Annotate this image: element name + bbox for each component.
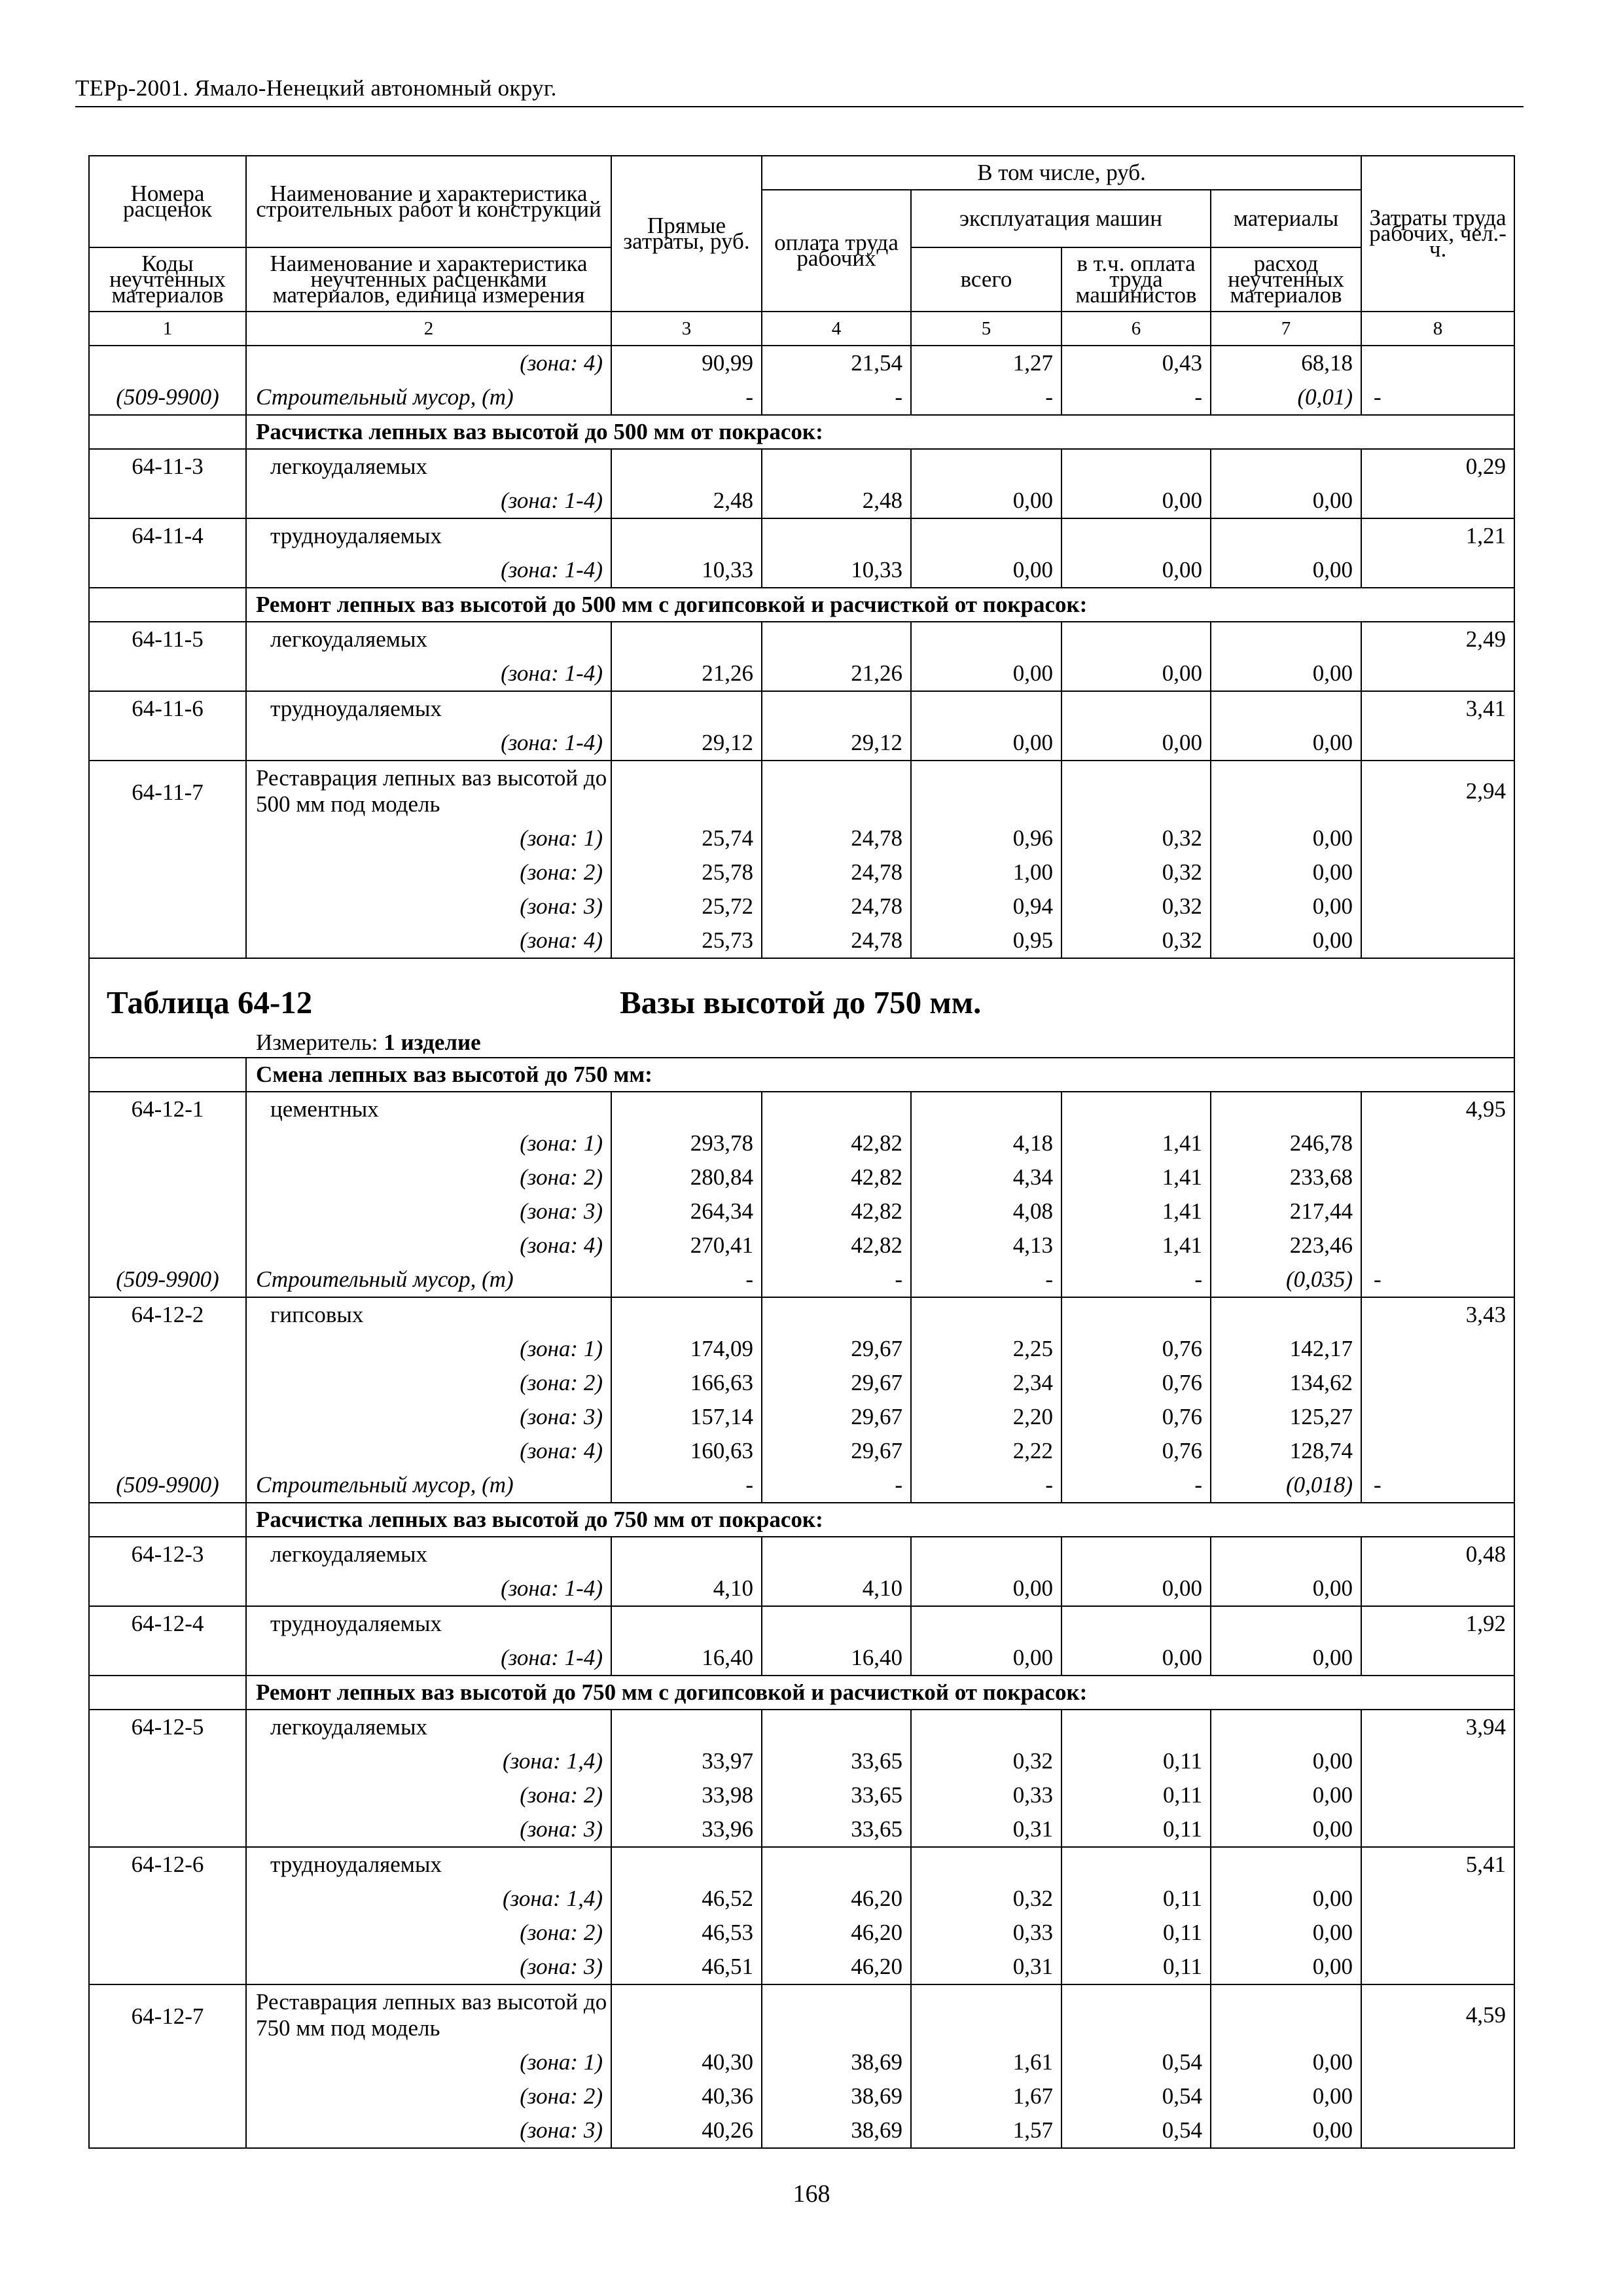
rate-name: легкоудаляемых — [270, 626, 427, 652]
value-machines: 0,95 — [1012, 927, 1053, 953]
value-labor-cost: - — [1374, 384, 1382, 410]
material-code: (509-9900) — [116, 1266, 219, 1292]
rate-code: 64-12-5 — [131, 1714, 204, 1740]
zone-label: (зона: 1-4) — [501, 1575, 603, 1601]
value-direct: 160,63 — [690, 1438, 753, 1463]
value-labor-cost: 1,21 — [1465, 523, 1507, 548]
value-machines: 0,96 — [1012, 825, 1053, 851]
value-machinist-pay: 0,00 — [1162, 660, 1202, 686]
value-labor-pay: 42,82 — [851, 1130, 902, 1156]
running-header: ТЕРр-2001. Ямало-Ненецкий автономный округ. — [75, 73, 1524, 107]
value-labor-pay: 46,20 — [851, 1954, 902, 1979]
value-labor-pay: 29,12 — [851, 730, 902, 755]
col-header-codes-materials: Коды неучтенных материалов — [89, 247, 246, 312]
value-direct: - — [745, 1472, 753, 1498]
value-machines: 2,20 — [1012, 1404, 1053, 1429]
table-cell — [90, 346, 245, 380]
table-label: Таблица 64-12 — [107, 984, 313, 1020]
value-materials: 233,68 — [1289, 1164, 1353, 1190]
material-code: (509-9900) — [116, 1472, 219, 1498]
table-row — [89, 1710, 1514, 1847]
value-materials: 0,00 — [1312, 2083, 1353, 2109]
value-machines: 0,33 — [1012, 1920, 1053, 1945]
value-labor-pay: 46,20 — [851, 1886, 902, 1911]
value-labor-pay: 38,69 — [851, 2049, 902, 2075]
value-machines: - — [1045, 1266, 1053, 1292]
value-machines: - — [1045, 1472, 1053, 1498]
value-labor-pay: 16,40 — [851, 1645, 902, 1670]
value-labor-pay: - — [895, 1472, 902, 1498]
value-machinist-pay: 0,32 — [1162, 893, 1202, 919]
value-machinist-pay: 0,00 — [1162, 730, 1202, 755]
value-labor-cost: 3,43 — [1465, 1302, 1507, 1327]
value-materials: 0,00 — [1312, 1782, 1353, 1808]
value-labor-pay: 10,33 — [851, 557, 902, 583]
rate-name: гипсовых — [270, 1302, 364, 1327]
value-machines: 1,57 — [1012, 2117, 1053, 2143]
value-direct: 2,48 — [713, 488, 753, 513]
value-direct: - — [745, 384, 753, 410]
table-row — [89, 761, 1514, 958]
zone-label: (зона: 2) — [520, 1920, 603, 1945]
value-direct: 174,09 — [690, 1336, 753, 1361]
value-materials: 217,44 — [1289, 1198, 1353, 1224]
value-machinist-pay: 1,41 — [1162, 1198, 1202, 1224]
value-direct: - — [745, 1266, 753, 1292]
rate-code: 64-11-5 — [132, 626, 204, 652]
zone-label: (зона: 1-4) — [501, 488, 603, 513]
value-labor-pay: 24,78 — [851, 927, 902, 953]
value-direct: 270,41 — [690, 1232, 753, 1258]
rate-name: цементных — [270, 1096, 379, 1122]
value-labor-pay: 42,82 — [851, 1198, 902, 1224]
material-name: Строительный мусор, (т) — [256, 1266, 514, 1292]
unit-line: Измеритель: 1 изделие — [256, 1030, 481, 1055]
value-materials: 0,00 — [1312, 730, 1353, 755]
value-labor-pay: 29,67 — [851, 1336, 902, 1361]
value-materials: 0,00 — [1312, 1954, 1353, 1979]
rate-code: 64-12-3 — [131, 1541, 204, 1567]
value-machines: 4,34 — [1012, 1164, 1053, 1190]
zone-label: (зона: 1) — [520, 2049, 603, 2075]
col-header-materials-sub: расход неучтенных материалов — [1211, 247, 1361, 312]
value-labor-cost: 0,48 — [1465, 1541, 1507, 1567]
rate-name: трудноудаляемых — [270, 696, 442, 721]
value-labor-cost: 2,49 — [1465, 626, 1507, 652]
value-direct: 16,40 — [702, 1645, 753, 1670]
value-machinist-pay: 0,76 — [1162, 1404, 1202, 1429]
col-header-labor-pay: оплата труда рабочих — [762, 190, 911, 312]
value-direct: 40,30 — [702, 2049, 753, 2075]
value-labor-pay: 33,65 — [851, 1748, 902, 1774]
value-labor-pay: 21,26 — [851, 660, 902, 686]
table-row — [89, 691, 1514, 761]
value-machinist-pay: 1,41 — [1162, 1130, 1202, 1156]
value-machinist-pay: 0,54 — [1162, 2117, 1202, 2143]
rate-code: 64-12-6 — [131, 1852, 204, 1877]
zone-label: (зона: 3) — [520, 1816, 603, 1842]
value-direct: 33,96 — [702, 1816, 753, 1842]
value-materials: 0,00 — [1312, 825, 1353, 851]
value-labor-pay: 24,78 — [851, 825, 902, 851]
value-materials: 0,00 — [1312, 488, 1353, 513]
material-code: (509-9900) — [116, 384, 219, 410]
value-machinist-pay: 0,54 — [1162, 2049, 1202, 2075]
value-materials: 0,00 — [1312, 2049, 1353, 2075]
value-labor-pay: 38,69 — [851, 2117, 902, 2143]
value-machinist-pay: 0,76 — [1162, 1370, 1202, 1395]
col-header-codes: Номера расценок — [89, 156, 246, 247]
value-direct: 166,63 — [690, 1370, 753, 1395]
col-number: 4 — [762, 312, 911, 346]
value-machinist-pay: 0,32 — [1162, 859, 1202, 885]
value-direct: 264,34 — [690, 1198, 753, 1224]
value-materials: 0,00 — [1312, 859, 1353, 885]
value-labor-pay: 42,82 — [851, 1232, 902, 1258]
value-materials: 125,27 — [1289, 1404, 1353, 1429]
col-number: 8 — [1361, 312, 1514, 346]
rate-code: 64-11-6 — [132, 696, 204, 721]
section-title: Расчистка лепных ваз высотой до 750 мм от покрасок: — [246, 1503, 1514, 1537]
value-machinist-pay: 1,41 — [1162, 1232, 1202, 1258]
rate-code: 64-11-4 — [132, 523, 204, 548]
value-machines: 0,00 — [1012, 730, 1053, 755]
table-row — [89, 1092, 1514, 1297]
value-direct: 90,99 — [702, 350, 753, 376]
rate-code: 64-11-3 — [132, 454, 204, 479]
value-labor-pay: 2,48 — [862, 488, 902, 513]
table-row — [89, 346, 1514, 415]
col-header-name: Наименование и характеристика строительных работ и конструкций — [246, 156, 611, 247]
col-header-machinist-pay: в т.ч. оплата труда машинистов — [1061, 247, 1211, 312]
col-number: 5 — [911, 312, 1061, 346]
rate-name: легкоудаляемых — [270, 1541, 427, 1567]
col-number: 3 — [611, 312, 762, 346]
zone-label: (зона: 1) — [520, 825, 603, 851]
zone-label: (зона: 1,4) — [502, 1886, 603, 1911]
value-direct: 4,10 — [713, 1575, 753, 1601]
col-header-including: В том числе, руб. — [762, 156, 1361, 190]
value-machinist-pay: 0,00 — [1162, 1575, 1202, 1601]
col-number: 1 — [89, 312, 246, 346]
value-materials: 0,00 — [1312, 927, 1353, 953]
value-machines: 0,00 — [1012, 660, 1053, 686]
value-direct: 157,14 — [690, 1404, 753, 1429]
value-labor-pay: 33,65 — [851, 1816, 902, 1842]
value-labor-cost: 1,92 — [1465, 1611, 1507, 1636]
value-materials: 0,00 — [1312, 893, 1353, 919]
value-machinist-pay: 0,11 — [1163, 1954, 1202, 1979]
col-header-name-materials: Наименование и характеристика неучтенных расценками материалов, единица измерения — [246, 247, 611, 312]
value-materials: 142,17 — [1289, 1336, 1353, 1361]
zone-label: (зона: 3) — [520, 1198, 603, 1224]
value-machines: 0,31 — [1012, 1816, 1053, 1842]
value-machines: 2,22 — [1012, 1438, 1053, 1463]
value-direct: 10,33 — [702, 557, 753, 583]
value-direct: 46,51 — [702, 1954, 753, 1979]
value-machinist-pay: 0,76 — [1162, 1336, 1202, 1361]
value-materials: 0,00 — [1312, 1920, 1353, 1945]
zone-label: (зона: 1-4) — [501, 557, 603, 583]
col-number: 7 — [1211, 312, 1361, 346]
value-machines: 2,34 — [1012, 1370, 1053, 1395]
value-machines: 1,00 — [1012, 859, 1053, 885]
value-machines: 4,13 — [1012, 1232, 1053, 1258]
table-row — [89, 1537, 1514, 1606]
table-row — [89, 622, 1514, 691]
value-labor-pay: 29,67 — [851, 1404, 902, 1429]
rates-table — [88, 155, 1515, 2149]
value-direct: 293,78 — [690, 1130, 753, 1156]
value-machinist-pay: 0,43 — [1162, 350, 1202, 376]
material-name: Строительный мусор, (т) — [256, 1472, 514, 1498]
value-labor-pay: 46,20 — [851, 1920, 902, 1945]
table-row — [89, 1847, 1514, 1984]
zone-label: (зона: 2) — [520, 1164, 603, 1190]
value-materials: 0,00 — [1312, 1645, 1353, 1670]
value-materials: (0,018) — [1285, 1472, 1353, 1498]
value-machinist-pay: 0,32 — [1162, 927, 1202, 953]
value-machines: 4,18 — [1012, 1130, 1053, 1156]
value-labor-pay: 24,78 — [851, 893, 902, 919]
value-direct: 33,98 — [702, 1782, 753, 1808]
col-header-materials: материалы — [1211, 190, 1361, 247]
value-materials: 68,18 — [1301, 350, 1353, 376]
value-materials: 0,00 — [1312, 1748, 1353, 1774]
value-machines: 2,25 — [1012, 1336, 1053, 1361]
zone-label: (зона: 4) — [520, 1232, 603, 1258]
value-machinist-pay: 0,11 — [1163, 1886, 1202, 1911]
zone-label: (зона: 1) — [520, 1130, 603, 1156]
value-machines: 1,67 — [1012, 2083, 1053, 2109]
rate-code: 64-11-7 — [132, 780, 204, 805]
value-machines: 4,08 — [1012, 1198, 1053, 1224]
zone-label: (зона: 2) — [520, 1782, 603, 1808]
col-number: 6 — [1061, 312, 1211, 346]
value-machinist-pay: - — [1194, 384, 1202, 410]
rate-code: 64-12-1 — [131, 1096, 204, 1122]
zone-label: (зона: 2) — [520, 1370, 603, 1395]
value-machines: 0,94 — [1012, 893, 1053, 919]
zone-label: (зона: 4) — [520, 927, 603, 953]
value-machinist-pay: 0,54 — [1162, 2083, 1202, 2109]
value-materials: 0,00 — [1312, 1886, 1353, 1911]
value-direct: 25,74 — [702, 825, 753, 851]
value-labor-cost: 0,29 — [1465, 454, 1507, 479]
zone-label: (зона: 1-4) — [501, 1645, 603, 1670]
table-title: Вазы высотой до 750 мм. — [620, 984, 982, 1020]
value-labor-pay: - — [895, 384, 902, 410]
value-direct: 33,97 — [702, 1748, 753, 1774]
page-number: 168 — [793, 2180, 830, 2208]
value-direct: 40,36 — [702, 2083, 753, 2109]
value-labor-cost: - — [1374, 1472, 1382, 1498]
value-machinist-pay: 0,11 — [1163, 1782, 1202, 1808]
zone-label: (зона: 1) — [520, 1336, 603, 1361]
value-materials: 134,62 — [1289, 1370, 1353, 1395]
col-header-labor-cost: Затраты труда рабочих, чел.-ч. — [1361, 156, 1514, 312]
value-machines: 0,33 — [1012, 1782, 1053, 1808]
value-materials: 0,00 — [1312, 660, 1353, 686]
value-labor-cost: 3,94 — [1465, 1714, 1507, 1740]
value-materials: (0,01) — [1297, 384, 1353, 410]
section-title: Ремонт лепных ваз высотой до 750 мм с догипсовкой и расчисткой от покрасок: — [246, 1676, 1514, 1710]
value-machines: 0,00 — [1012, 488, 1053, 513]
zone-label: (зона: 4) — [520, 1438, 603, 1463]
value-machinist-pay: 0,00 — [1162, 557, 1202, 583]
value-labor-pay: 38,69 — [851, 2083, 902, 2109]
section-title: Ремонт лепных ваз высотой до 500 мм с догипсовкой и расчисткой от покрасок: — [246, 588, 1514, 622]
zone-label: (зона: 1-4) — [501, 730, 603, 755]
value-materials: 0,00 — [1312, 557, 1353, 583]
table-row — [89, 1606, 1514, 1676]
value-labor-pay: 4,10 — [862, 1575, 902, 1601]
value-machinist-pay: 0,32 — [1162, 825, 1202, 851]
table-row — [89, 1984, 1514, 2148]
zone-label: (зона: 3) — [520, 1404, 603, 1429]
value-machines: 0,31 — [1012, 1954, 1053, 1979]
value-direct: 25,78 — [702, 859, 753, 885]
value-labor-pay: 21,54 — [851, 350, 902, 376]
value-direct: 46,53 — [702, 1920, 753, 1945]
value-direct: 46,52 — [702, 1886, 753, 1911]
value-direct: 40,26 — [702, 2117, 753, 2143]
table-row — [89, 449, 1514, 518]
value-machines: 0,00 — [1012, 1645, 1053, 1670]
value-materials: 128,74 — [1289, 1438, 1353, 1463]
value-machinist-pay: 0,11 — [1163, 1748, 1202, 1774]
rate-code: 64-12-2 — [131, 1302, 204, 1327]
table-heading — [90, 959, 1514, 1057]
value-direct: 29,12 — [702, 730, 753, 755]
value-labor-cost: 3,41 — [1465, 696, 1507, 721]
value-labor-pay: 29,67 — [851, 1370, 902, 1395]
value-materials: 0,00 — [1312, 1816, 1353, 1842]
value-direct: 25,73 — [702, 927, 753, 953]
value-machines: 0,00 — [1012, 1575, 1053, 1601]
value-labor-pay: 42,82 — [851, 1164, 902, 1190]
zone-label: (зона: 2) — [520, 859, 603, 885]
value-machinist-pay: 0,11 — [1163, 1920, 1202, 1945]
value-labor-cost: 5,41 — [1465, 1852, 1507, 1877]
value-machinist-pay: - — [1194, 1266, 1202, 1292]
table-row — [89, 1297, 1514, 1503]
value-machinist-pay: 0,76 — [1162, 1438, 1202, 1463]
value-labor-pay: - — [895, 1266, 902, 1292]
value-machinist-pay: 0,00 — [1162, 1645, 1202, 1670]
value-machinist-pay: 1,41 — [1162, 1164, 1202, 1190]
rate-name: трудноудаляемых — [270, 1611, 442, 1636]
zone-label: (зона: 4) — [520, 350, 603, 376]
section-title: Расчистка лепных ваз высотой до 500 мм от покрасок: — [246, 415, 1514, 449]
zone-label: (зона: 1-4) — [501, 660, 603, 686]
value-machines: 1,61 — [1012, 2049, 1053, 2075]
value-machinist-pay: 0,00 — [1162, 488, 1202, 513]
value-labor-pay: 33,65 — [851, 1782, 902, 1808]
value-labor-cost: 4,95 — [1465, 1096, 1507, 1122]
section-title: Смена лепных ваз высотой до 750 мм: — [246, 1058, 1514, 1092]
rate-name: Реставрация лепных ваз высотой до 750 мм под модель — [256, 1989, 607, 2041]
value-materials: 246,78 — [1289, 1130, 1353, 1156]
value-materials: 223,46 — [1289, 1232, 1353, 1258]
rate-name: легкоудаляемых — [270, 1714, 427, 1740]
zone-label: (зона: 3) — [520, 893, 603, 919]
rate-code: 64-12-4 — [131, 1611, 204, 1636]
rate-name: легкоудаляемых — [270, 454, 427, 479]
value-direct: 21,26 — [702, 660, 753, 686]
col-header-machines: эксплуатация машин — [911, 190, 1211, 247]
value-machines: 0,32 — [1012, 1748, 1053, 1774]
value-materials: 0,00 — [1312, 1575, 1353, 1601]
col-number: 2 — [246, 312, 611, 346]
table-row — [89, 518, 1514, 588]
col-header-direct: Прямые затраты, руб. — [611, 156, 762, 312]
value-machines: 0,32 — [1012, 1886, 1053, 1911]
value-machines: 1,27 — [1012, 350, 1053, 376]
value-labor-cost: 4,59 — [1465, 2002, 1507, 2028]
material-name: Строительный мусор, (т) — [256, 384, 514, 410]
value-machinist-pay: - — [1194, 1472, 1202, 1498]
rate-name: трудноудаляемых — [270, 523, 442, 548]
rate-name: трудноудаляемых — [270, 1852, 442, 1877]
value-machines: - — [1045, 384, 1053, 410]
value-machines: 0,00 — [1012, 557, 1053, 583]
zone-label: (зона: 3) — [520, 1954, 603, 1979]
value-materials: 0,00 — [1312, 2117, 1353, 2143]
col-header-machines-total: всего — [911, 247, 1061, 312]
value-labor-cost: - — [1374, 1266, 1382, 1292]
rate-name: Реставрация лепных ваз высотой до 500 мм под модель — [256, 765, 607, 817]
zone-label: (зона: 1,4) — [502, 1748, 603, 1774]
zone-label: (зона: 2) — [520, 2083, 603, 2109]
zone-label: (зона: 3) — [520, 2117, 603, 2143]
value-labor-cost: 2,94 — [1465, 778, 1507, 804]
value-labor-pay: 29,67 — [851, 1438, 902, 1463]
value-materials: (0,035) — [1285, 1266, 1353, 1292]
value-direct: 280,84 — [690, 1164, 753, 1190]
value-labor-pay: 24,78 — [851, 859, 902, 885]
rate-code: 64-12-7 — [131, 2003, 204, 2029]
value-machinist-pay: 0,11 — [1163, 1816, 1202, 1842]
value-direct: 25,72 — [702, 893, 753, 919]
